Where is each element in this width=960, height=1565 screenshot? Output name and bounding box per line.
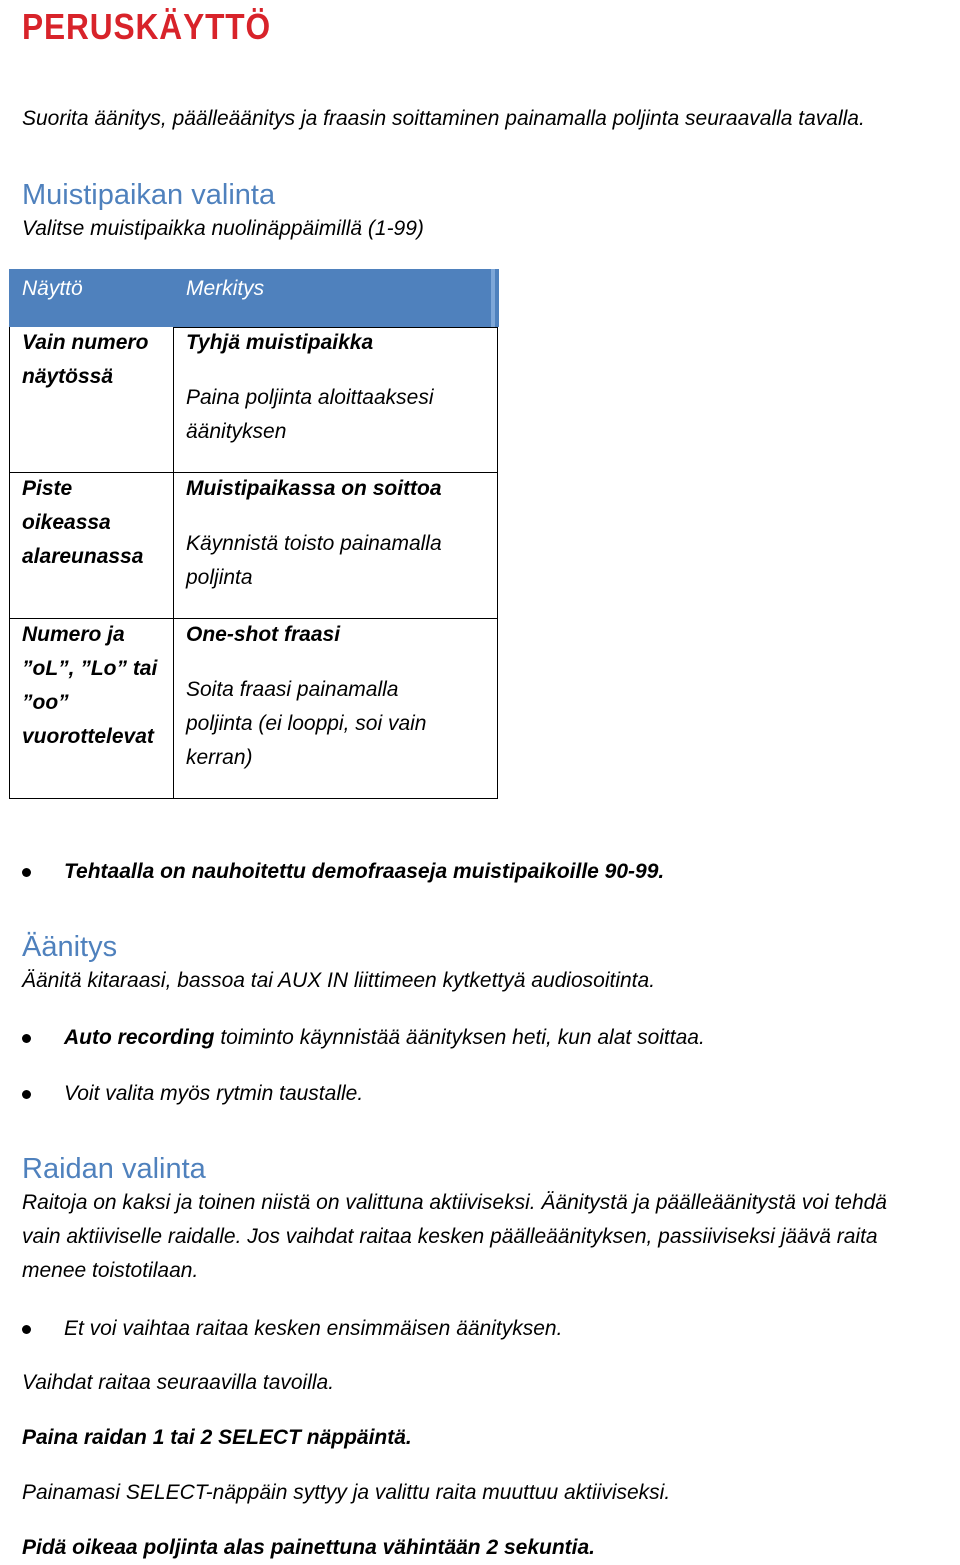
- table-row-2-meaning-title: Muistipaikassa on soittoa: [186, 477, 442, 500]
- table-row-2-display-line-2: oikeassa: [22, 511, 111, 534]
- memory-subtext: Valitse muistipaikka nuolinäppäimillä (1-99): [22, 217, 424, 240]
- table-header-display: Näyttö: [22, 277, 83, 300]
- table-header-meaning: Merkitys: [186, 277, 265, 300]
- bullet-icon: [22, 1034, 31, 1043]
- table-row-3-display-line-1: Numero ja: [22, 623, 125, 646]
- track-para-line-2: vain aktiiviselle raidalle. Jos vaihdat raitaa kesken päälleäänityksen, passiiviseksi jäävä raita: [22, 1225, 878, 1248]
- track-bullet: Et voi vaihtaa raitaa kesken ensimmäisen äänityksen.: [64, 1317, 563, 1340]
- table-row-1-display-line-2: näytössä: [22, 365, 114, 388]
- bullet-icon: [22, 868, 31, 877]
- track-line-1: Vaihdat raitaa seuraavilla tavoilla.: [22, 1371, 335, 1394]
- bullet-icon: [22, 1090, 31, 1099]
- track-line-3: Painamasi SELECT-näppäin syttyy ja valittu raita muuttuu aktiiviseksi.: [22, 1481, 671, 1504]
- page-title: PERUSKÄYTTÖ: [22, 6, 272, 47]
- table-header: [9, 269, 499, 327]
- track-para-line-1: Raitoja on kaksi ja toinen niistä on valittuna aktiiviseksi. Äänitystä ja päälleäänitystä voi tehdä: [22, 1191, 887, 1214]
- auto-recording-label: Auto recording: [64, 1026, 215, 1049]
- table-row-3-meaning-line-1: Soita fraasi painamalla: [186, 678, 399, 701]
- table-row-3-meaning-line-2: poljinta (ei looppi, soi vain: [186, 712, 427, 735]
- track-line-2: Paina raidan 1 tai 2 SELECT näppäintä.: [22, 1426, 412, 1449]
- section-heading-memory: Muistipaikan valinta: [22, 179, 276, 211]
- table-row-3-meaning-line-3: kerran): [186, 746, 253, 769]
- table-row-3-meaning-title: One-shot fraasi: [186, 623, 341, 646]
- track-para-line-3: menee toistotilaan.: [22, 1259, 199, 1282]
- table-row-2-display-line-3: alareunassa: [22, 545, 144, 568]
- demo-phrases-note: Tehtaalla on nauhoitettu demofraaseja muistipaikoille 90-99.: [64, 860, 665, 883]
- memory-table: [9, 269, 499, 799]
- recording-text: Äänitä kitaraasi, bassoa tai AUX IN liittimeen kytkettyä audiosoitinta.: [22, 969, 656, 992]
- table-row-2-display-line-1: Piste: [22, 477, 73, 500]
- table-row-1-display-line-1: Vain numero: [22, 331, 149, 354]
- auto-recording-text: toiminto käynnistää äänityksen heti, kun alat soittaa.: [214, 1026, 705, 1049]
- section-heading-recording: Äänitys: [22, 931, 118, 963]
- table-row-2-meaning-line-1: Käynnistä toisto painamalla: [186, 532, 442, 555]
- table-row-3-display-line-2: ”oL”, ”Lo” tai: [22, 657, 158, 680]
- table-row-1-meaning-title: Tyhjä muistipaikka: [186, 331, 374, 354]
- auto-recording-note: [64, 1021, 705, 1055]
- intro-text: Suorita äänitys, päälleäänitys ja fraasin soittaminen painamalla poljinta seuraavalla tavalla.: [22, 107, 865, 130]
- table-row-3-display-line-4: vuorottelevat: [22, 725, 154, 748]
- table-row-2-meaning-line-2: poljinta: [186, 566, 253, 589]
- table-row-1-meaning-line-1: Paina poljinta aloittaaksesi: [186, 386, 434, 409]
- rhythm-note: Voit valita myös rytmin taustalle.: [64, 1082, 364, 1105]
- table-row-3-display-line-3: ”oo”: [22, 691, 69, 714]
- track-line-4: Pidä oikeaa poljinta alas painettuna vähintään 2 sekuntia.: [22, 1536, 596, 1559]
- table-row-1-meaning-line-2: äänityksen: [186, 420, 287, 443]
- bullet-icon: [22, 1325, 31, 1334]
- section-heading-track: Raidan valinta: [22, 1153, 206, 1185]
